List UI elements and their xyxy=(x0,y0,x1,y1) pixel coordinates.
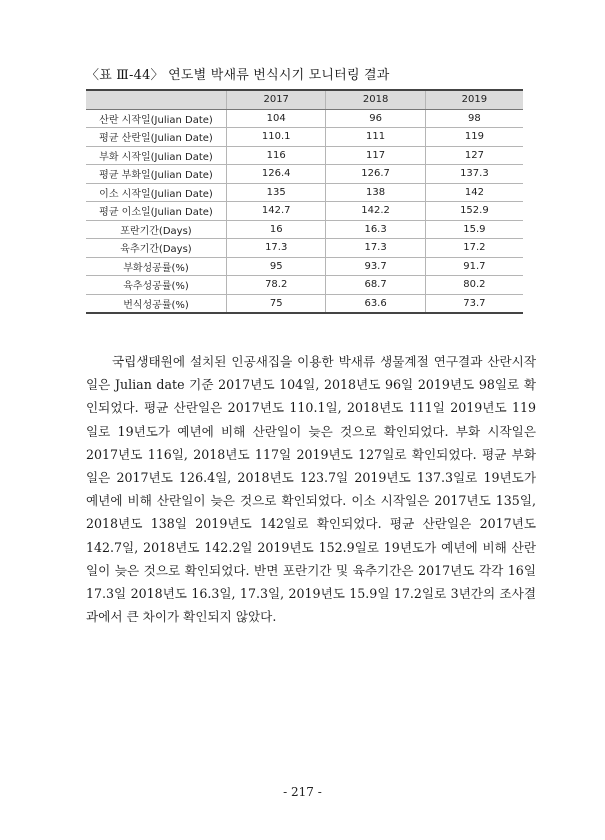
cell-value: 16 xyxy=(227,220,326,239)
row-label: 포란기간(Days) xyxy=(86,220,227,239)
cell-value: 16.3 xyxy=(326,220,425,239)
table-row xyxy=(86,220,523,239)
cell-value: 137.3 xyxy=(425,165,523,184)
table-row xyxy=(86,257,523,276)
body-paragraph: 국립생태원에 설치된 인공새집을 이용한 박새류 생물계절 연구결과 산란시작일은 Julian date 기준 2017년도 104일, 2018년도 96일 2019년도 98일로 확인되었다. 평균 산란일은 2017년도 110.1일, 2018년도 111일 2019년도 119일로 19년도가 예년에 비해 산란일이 늦은 것으로 확인되었다. 부화 시작일은 2017년도 116일, 2018년도 117일 2019년도 127일로 확인되었다. 평균 부화일은 2017년도 126.4일, 2018년도 123.7일 2019년도 137.3일로 19년도가 예년에 비해 산란일이 늦은 것으로 확인되었다. 이소 시작일은 2017년도 135일, 2018년도 138일 2019년도 142일로 확인되었다. 평균 산란일은 2017년도 142.7일, 2018년도 142.2일 2019년도 152.9일로 19년도가 예년에 비해 산란일이 늦은 것으로 확인되었다. 반면 포란기간 및 육추기간은 2017년도 각각 16일 17.3일 2018년도 16.3일, 17.3일, 2019년도 15.9일 17.2일로 3년간의 조사결과에서 큰 차이가 확인되지 않았다. xyxy=(86,354,536,625)
cell-value: 80.2 xyxy=(425,276,523,295)
cell-value: 126.4 xyxy=(227,165,326,184)
header-cell-2019: 2019 xyxy=(425,90,523,109)
table-header-row xyxy=(86,90,523,109)
cell-value: 142.7 xyxy=(227,202,326,221)
cell-value: 117 xyxy=(326,146,425,165)
cell-value: 75 xyxy=(227,294,326,313)
cell-value: 96 xyxy=(326,109,425,128)
cell-value: 110.1 xyxy=(227,128,326,147)
row-label: 육추성공률(%) xyxy=(86,276,227,295)
row-label: 번식성공률(%) xyxy=(86,294,227,313)
row-label: 산란 시작일(Julian Date) xyxy=(86,109,227,128)
header-cell-empty xyxy=(86,90,227,109)
row-label: 이소 시작일(Julian Date) xyxy=(86,183,227,202)
table-row xyxy=(86,165,523,184)
cell-value: 126.7 xyxy=(326,165,425,184)
row-label: 육추기간(Days) xyxy=(86,239,227,258)
cell-value: 17.3 xyxy=(326,239,425,258)
cell-value: 78.2 xyxy=(227,276,326,295)
cell-value: 135 xyxy=(227,183,326,202)
cell-value: 68.7 xyxy=(326,276,425,295)
breeding-monitoring-table xyxy=(86,89,523,314)
header-cell-2017: 2017 xyxy=(227,90,326,109)
cell-value: 127 xyxy=(425,146,523,165)
cell-value: 73.7 xyxy=(425,294,523,313)
row-label: 평균 부화일(Julian Date) xyxy=(86,165,227,184)
table-row xyxy=(86,183,523,202)
cell-value: 111 xyxy=(326,128,425,147)
cell-value: 98 xyxy=(425,109,523,128)
table-row xyxy=(86,239,523,258)
table-caption: 〈표 Ⅲ-44〉 연도별 박새류 번식시기 모니터링 결과 xyxy=(86,68,390,83)
cell-value: 15.9 xyxy=(425,220,523,239)
cell-value: 142.2 xyxy=(326,202,425,221)
page-number: - 217 - xyxy=(283,785,322,799)
cell-value: 142 xyxy=(425,183,523,202)
cell-value: 138 xyxy=(326,183,425,202)
cell-value: 91.7 xyxy=(425,257,523,276)
cell-value: 63.6 xyxy=(326,294,425,313)
table-row xyxy=(86,146,523,165)
cell-value: 95 xyxy=(227,257,326,276)
row-label: 평균 산란일(Julian Date) xyxy=(86,128,227,147)
cell-value: 152.9 xyxy=(425,202,523,221)
cell-value: 17.2 xyxy=(425,239,523,258)
cell-value: 116 xyxy=(227,146,326,165)
table-row xyxy=(86,276,523,295)
table-row xyxy=(86,128,523,147)
row-label: 평균 이소일(Julian Date) xyxy=(86,202,227,221)
cell-value: 104 xyxy=(227,109,326,128)
row-label: 부화성공률(%) xyxy=(86,257,227,276)
table-row xyxy=(86,202,523,221)
table-row xyxy=(86,109,523,128)
cell-value: 93.7 xyxy=(326,257,425,276)
table-row xyxy=(86,294,523,313)
cell-value: 119 xyxy=(425,128,523,147)
cell-value: 17.3 xyxy=(227,239,326,258)
header-cell-2018: 2018 xyxy=(326,90,425,109)
row-label: 부화 시작일(Julian Date) xyxy=(86,146,227,165)
